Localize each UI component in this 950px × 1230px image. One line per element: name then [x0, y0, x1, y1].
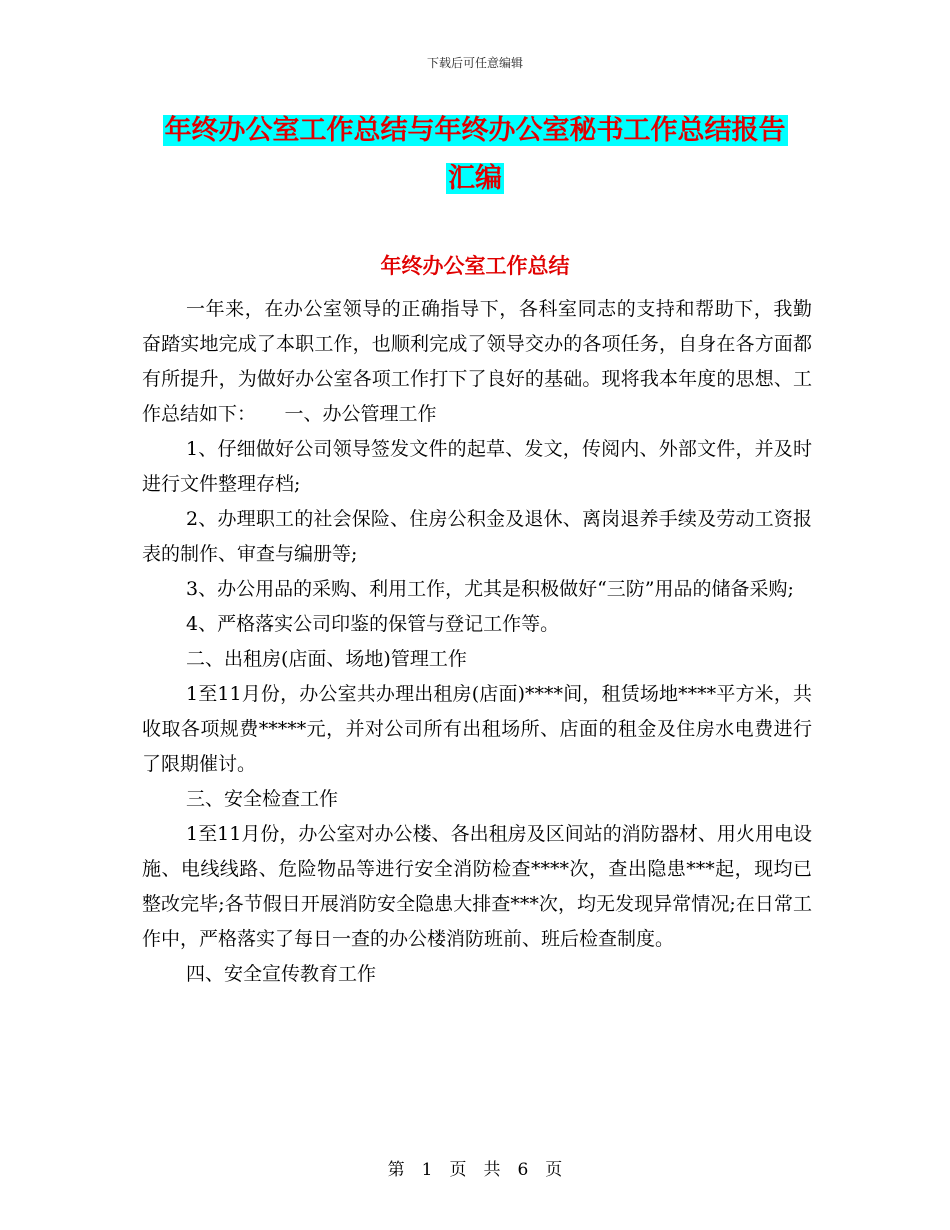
heading-rental-management: 二、出租房(店面、场地)管理工作 — [186, 648, 467, 670]
document-title-line2: 汇编 — [448, 163, 502, 194]
page-number-footer: 第 1 页 共 6 页 — [387, 1160, 563, 1180]
document-title — [0, 108, 950, 202]
paragraph-rental: 1至11月份，办公室共办理出租房(店面)****间，租赁场地****平方米，共收取各项规费*****元，并对公司所有出租场所、店面的租金及住房水电费进行了限期催讨。 — [142, 683, 812, 775]
document-body — [142, 292, 812, 992]
paragraph-item-2: 2、办理职工的社会保险、住房公积金及退休、离岗退养手续及劳动工资报表的制作、审查与编册等; — [142, 508, 812, 565]
section-title: 年终办公室工作总结 — [380, 254, 570, 278]
paragraph-item-3: 3、办公用品的采购、利用工作，尤其是积极做好“三防”用品的储备采购; — [186, 578, 794, 600]
paragraph-item-1: 1、仔细做好公司领导签发文件的起草、发文，传阅内、外部文件，并及时进行文件整理存档; — [142, 438, 812, 495]
paragraph-intro: 一年来，在办公室领导的正确指导下，各科室同志的支持和帮助下，我勤奋踏实地完成了本职工作，也顺利完成了领导交办的各项任务，自身在各方面都有所提升，为做好办公室各项工作打下了良好的基础。现将我本年度的思想、工作总结如下： 一、办公管理工作 — [142, 298, 812, 425]
heading-safety-education: 四、安全宣传教育工作 — [186, 963, 377, 985]
paragraph-item-4: 4、严格落实公司印鉴的保管与登记工作等。 — [186, 613, 560, 635]
page-header-note: 下载后可任意编辑 — [426, 56, 523, 70]
heading-safety-inspection: 三、安全检查工作 — [186, 788, 339, 810]
document-title-line1: 年终办公室工作总结与年终办公室秘书工作总结报告 — [164, 115, 786, 146]
paragraph-safety: 1至11月份，办公室对办公楼、各出租房及区间站的消防器材、用火用电设施、电线线路、危险物品等进行安全消防检查****次，查出隐患***起，现均已整改完毕;各节假日开展消防安全隐患大排查***次，均无发现异常情况;在日常工作中，严格落实了每日一查的办公楼消防班前、班后检查制度。 — [142, 823, 812, 950]
